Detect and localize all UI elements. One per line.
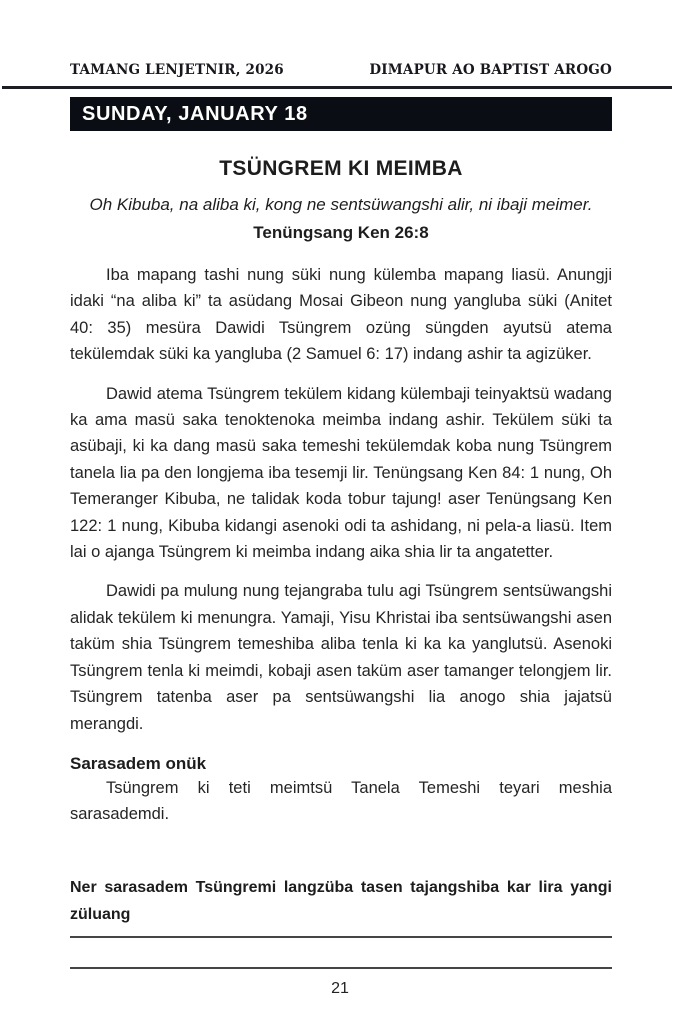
verse-block [70,191,612,246]
body-paragraph-2: Dawid atema Tsüngrem tekülem kidang külembaji teinyaktsü wadang ka ama masü saka tenoktenoka meimba indang ashir. Tekülem süki ta asübaji, ki ka dang masü saka temeshi tekülemdak koba nung Tsüngrem tanela lia pa den longjema iba tesemji lir. Tenüngsang Ken 84: 1 nung, Oh Temeranger Kibuba, ne talidak koda tobur tajung! aser Tenüngsang Ken 122: 1 nung, Kibuba kidangi asenoki odi ta ashidang, ni pela-a liasü. Item lai o ajanga Tsüngrem ki meimba indang aika shia lir ta angatetter. [70,384,612,562]
section-heading: Sarasadem onük [70,753,207,773]
body-paragraph-3: Dawidi pa mulung nung tejangraba tulu agi Tsüngrem sentsüwangshi alidak tekülem ki menungra. Yamaji, Yisu Khristai iba sentsüwangshi asen taküm shia Tsüngrem temeshiba aliba tenla ki ka ka yanglutsü. Asenoki Tsüngrem tenla ki meimdi, kobaji asen taküm aser tamanger telongjem lir. Tsüngrem tatenba aser pa sentsüwangshi lia anogo shia jajatsü merangdi. [70,582,612,733]
body-paragraph-1: Iba mapang tashi nung süki nung külemba mapang liasü. Anungji idaki “na aliba ki” ta asüdang Mosai Gibeon nung yangluba süki (Anitet 40: 35) mesüra Dawidi Tsüngrem ozüng süngden ayutsü atema tekülemdak süki ka yangluba (2 Samuel 6: 17) indang ashir ta agizüker. [70,266,612,364]
header-left-text: TAMANG LENJETNIR, 2026 [70,62,284,78]
footer-prompt: Ner sarasadem Tsüngremi langzüba tasen tajangshiba kar lira yangi züluang [70,879,612,923]
section-paragraph: Tsüngrem ki teti meimtsü Tanela Temeshi teyari meshia sarasademdi. [70,778,612,824]
answer-line-1 [70,936,612,938]
date-banner [70,97,612,131]
header-rule [2,86,672,89]
answer-line-2 [70,967,612,969]
devotional-title: TSÜNGREM KI MEIMBA [219,157,463,180]
verse-text: Oh Kibuba, na aliba ki, kong ne sentsüwangshi alir, ni ibaji meimer. [89,195,593,214]
header-right-text: DIMAPUR AO BAPTIST AROGO [369,62,612,78]
page-header [70,62,612,78]
verse-reference: Tenüngsang Ken 26:8 [253,222,429,242]
date-banner-label: SUNDAY, JANUARY 18 [82,102,308,125]
page-number: 21 [331,980,349,997]
